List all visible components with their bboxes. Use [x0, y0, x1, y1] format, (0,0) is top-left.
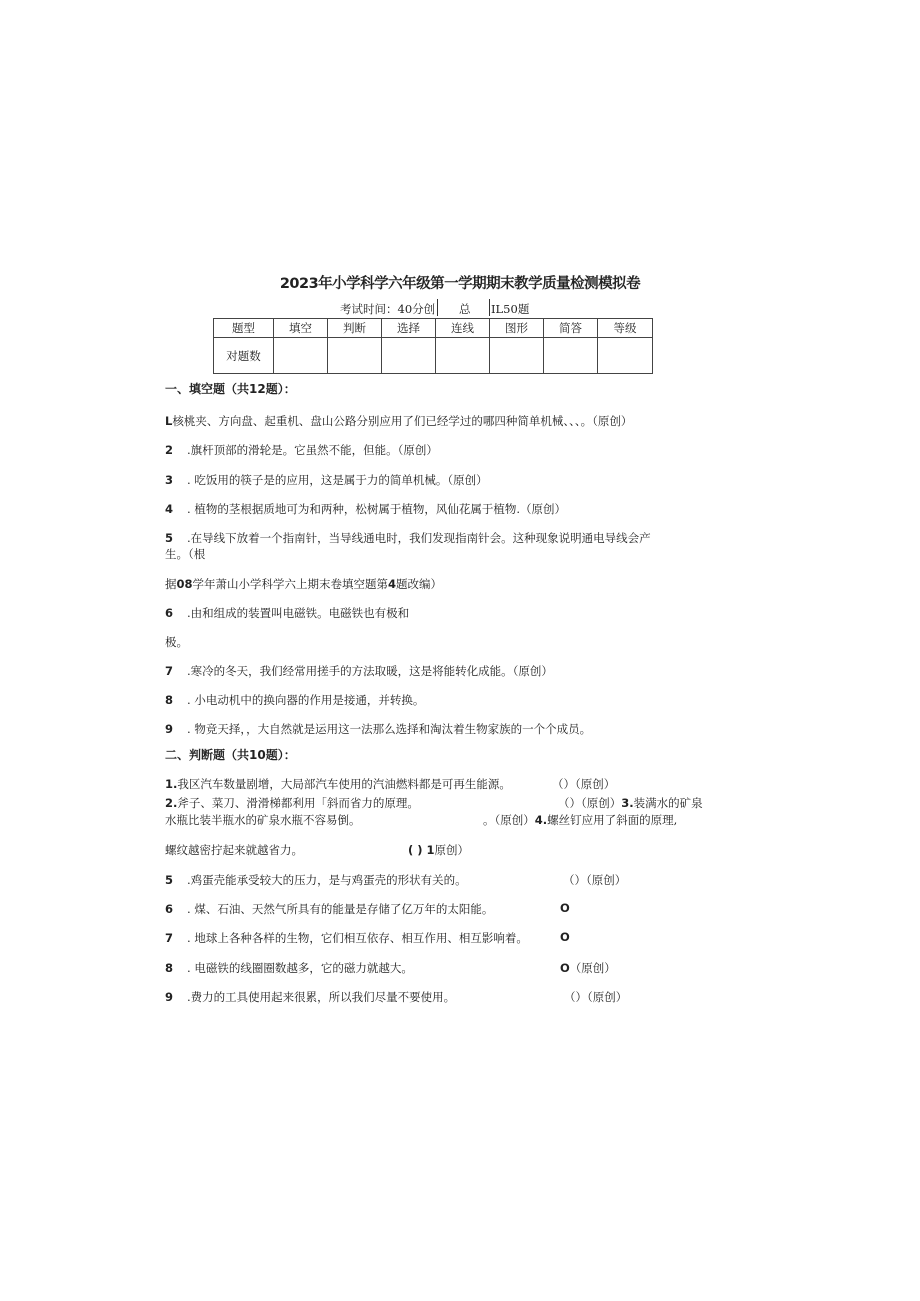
empty-cell: [544, 338, 598, 374]
fill-question-5: [165, 530, 651, 546]
question-text: . 地球上各种各样的生物，它们相互依存、相互作用、相互影响着。: [187, 931, 528, 945]
header-cell: 图形: [490, 319, 544, 338]
question-number: 3: [165, 473, 174, 487]
source-text: 据: [165, 577, 177, 591]
question-number: 1.: [165, 777, 178, 791]
answer-mark: O: [560, 901, 570, 915]
empty-cell: [598, 338, 653, 374]
answer-mark: O: [560, 961, 570, 975]
question-text: . 小电动机中的换向器的作用是接通，并转换。: [187, 693, 425, 707]
empty-cell: [274, 338, 328, 374]
judge-question-1: [165, 776, 511, 792]
answer-mark: （）（原创）: [563, 873, 627, 887]
answer-mark: （）（原创）: [558, 796, 622, 810]
question-text: .寒冷的冬天，我们经常用搓手的方法取暖，这是将能转化成能。（原创）: [187, 664, 553, 678]
fill-question-2: [165, 442, 438, 458]
judge-question-9: [165, 989, 455, 1005]
fill-question-9: [165, 721, 591, 737]
score-table-header-row: [214, 319, 653, 338]
header-cell: 连线: [436, 319, 490, 338]
fill-question-5-continued: 生。（根: [165, 547, 206, 561]
header-cell: 判断: [328, 319, 382, 338]
judge-question-2: [165, 795, 419, 811]
empty-cell: [436, 338, 490, 374]
source-text: 学年萧山小学科学六上期末卷填空题第: [192, 577, 389, 591]
header-cell: 题型: [214, 319, 274, 338]
source-number: 08: [176, 577, 193, 591]
question-text: 斧子、菜刀、滑滑梯都利用「斜而省力的原理。: [177, 796, 419, 810]
answer-mark-text: 原创）: [434, 843, 470, 857]
question-number: 3.: [621, 796, 634, 810]
judge-question-8-mark: [560, 960, 616, 976]
header-cell: 填空: [274, 319, 328, 338]
empty-cell: [382, 338, 436, 374]
fill-question-3: [165, 472, 488, 488]
question-number: 8: [165, 961, 174, 975]
question-text: 核桃夹、方向盘、起重机、盘山公路分别应用了们已经学过的哪四种简单机械、、、。（原创）: [172, 414, 633, 428]
question-text: . 吃饭用的筷子是的应用，这是属于力的简单机械。（原创）: [187, 473, 488, 487]
judge-question-2-mark-and-3: [558, 795, 703, 811]
question-number: 2.: [165, 796, 178, 810]
fill-question-8: [165, 692, 424, 708]
question-text: 我区汽车数量剧增，大局部汽车使用的汽油燃料都是可再生能源。: [177, 777, 511, 791]
question-number: 5: [165, 873, 174, 887]
fill-question-4: [165, 501, 566, 517]
judge-question-7: [165, 930, 528, 946]
question-number: 2: [165, 443, 174, 457]
answer-mark-text: （原创）: [569, 961, 616, 975]
answer-mark: （）（原创）: [564, 990, 628, 1004]
empty-cell: [328, 338, 382, 374]
question-number: L: [165, 414, 173, 428]
judge-question-5: [165, 872, 467, 888]
question-text: . 物竞天择，，大自然就是运用这一法那么选择和淘汰着生物家族的一个个成员。: [187, 722, 592, 736]
header-cell: 选择: [382, 319, 436, 338]
exam-time: 考试时间：40分创: [340, 302, 436, 316]
total-label: 总: [459, 302, 471, 316]
judge-question-4-continued: 螺纹越密拧起来就越省力。: [165, 843, 303, 857]
header-cell: 等级: [598, 319, 653, 338]
fill-question-1: [165, 413, 632, 429]
page-title: 2023年小学科学六年级第一学期期末教学质量检测模拟卷: [279, 276, 641, 292]
score-table: [213, 318, 653, 374]
question-text: .鸡蛋壳能承受较大的压力，是与鸡蛋壳的形状有关的。: [187, 873, 467, 887]
source-number: 4: [388, 577, 397, 591]
fill-question-6-continued: 极。: [165, 635, 188, 649]
divider: [489, 299, 490, 316]
judge-question-6: [165, 901, 493, 917]
question-number: 6: [165, 902, 174, 916]
question-text: 装满水的矿泉: [633, 796, 703, 810]
source-text: 题改编）: [396, 577, 443, 591]
question-text: .在导线下放着一个指南针，当导线通电时，我们发现指南针会。这种现象说明通电导线会产: [187, 531, 651, 545]
question-text: . 电磁铁的线圈圈数越多，它的磁力就越大。: [187, 961, 413, 975]
question-text: 螺丝钉应用了斜面的原理,: [547, 813, 678, 827]
question-number: 8: [165, 693, 174, 707]
question-text: . 煤、石油、天然气所具有的能量是存储了亿万年的太阳能。: [187, 902, 494, 916]
empty-cell: [490, 338, 544, 374]
judge-question-3-mark-and-4: [483, 812, 677, 828]
question-count: IL50题: [491, 302, 530, 316]
question-number: 9: [165, 990, 174, 1004]
answer-mark: ( ) 1: [408, 843, 435, 857]
fill-question-5-source: [165, 576, 442, 592]
question-number: 7: [165, 664, 174, 678]
fill-question-7: [165, 663, 553, 679]
fill-question-6: [165, 605, 409, 621]
row-label-cell: 对题数: [214, 338, 274, 374]
judge-question-3-continued: 水瓶比装半瓶水的矿泉水瓶不容易倒。: [165, 813, 361, 827]
question-number: 4.: [534, 813, 548, 827]
divider: [437, 299, 438, 316]
question-text: . 植物的茎根据质地可为和两种，松树属于植物，风仙花属于植物.（原创）: [187, 502, 566, 516]
question-number: 5: [165, 531, 174, 545]
answer-mark: （）（原创）: [552, 777, 616, 791]
question-number: 4: [165, 502, 174, 516]
judge-question-4-mark: [408, 842, 469, 858]
question-number: 6: [165, 606, 174, 620]
section-heading-fill: 一、填空题（共12题）：: [165, 382, 296, 396]
header-cell: 简答: [544, 319, 598, 338]
section-heading-judge: 二、判断题（共10题）：: [165, 748, 296, 762]
question-text: .费力的工具使用起来很累，所以我们尽量不要使用。: [187, 990, 456, 1004]
question-number: 7: [165, 931, 174, 945]
judge-question-8: [165, 960, 413, 976]
question-text: .由和组成的装置叫电磁铁。电磁铁也有极和: [187, 606, 410, 620]
question-number: 9: [165, 722, 174, 736]
question-text: .旗杆顶部的滑轮是。它虽然不能，但能。（原创）: [187, 443, 438, 457]
score-table-row: [214, 338, 653, 374]
answer-mark: O: [560, 930, 570, 944]
answer-mark: 。（原创）: [483, 813, 535, 827]
